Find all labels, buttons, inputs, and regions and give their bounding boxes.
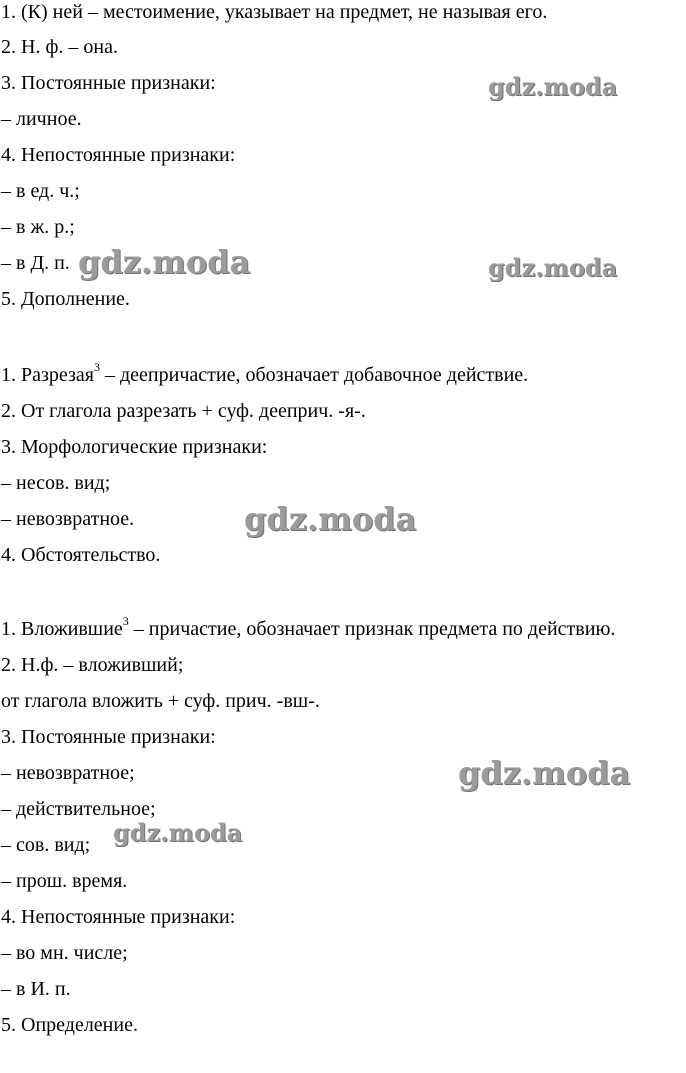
text-line: – в И. п. <box>1 978 71 1000</box>
text-line: – личное. <box>1 108 82 130</box>
text-line: 3. Постоянные признаки: <box>1 726 216 748</box>
text-line: – сов. вид; <box>1 834 91 856</box>
text-line: 5. Дополнение. <box>1 288 130 310</box>
superscript: 3 <box>122 614 129 629</box>
text-line <box>1 360 529 387</box>
text-line: – невозвратное. <box>1 508 135 530</box>
text-line: 5. Определение. <box>1 1014 138 1036</box>
text-line: – во мн. числе; <box>1 942 128 964</box>
watermark: gdz.moda <box>113 818 243 847</box>
text-segment: 1. Разрезая <box>1 364 94 386</box>
text-line: 4. Обстоятельство. <box>1 544 161 566</box>
text-line: – несов. вид; <box>1 472 111 494</box>
text-line: – в Д. п. <box>1 252 70 274</box>
watermark: gdz.moda <box>488 253 618 282</box>
text-line: от глагола вложить + суф. прич. -вш-. <box>1 690 320 712</box>
superscript: 3 <box>94 360 100 375</box>
text-line: 4. Непостоянные признаки: <box>1 906 236 928</box>
text-line: – прош. время. <box>1 870 128 892</box>
text-line: 2. Н.ф. – вложивший; <box>1 654 184 676</box>
text-line: 2. Н. ф. – она. <box>1 36 118 58</box>
text-segment: 1. Вложившие <box>1 618 123 640</box>
text-line: – действительное; <box>1 798 156 820</box>
watermark: gdz.moda <box>244 500 417 538</box>
text-line: 2. От глагола разрезать + суф. дееприч. -я-. <box>1 400 366 422</box>
text-line: 3. Постоянные признаки: <box>1 72 216 94</box>
text-line: 3. Морфологические признаки: <box>1 436 268 458</box>
text-line: – в ед. ч.; <box>1 180 80 202</box>
text-line: – невозвратное; <box>1 762 135 784</box>
text-line: 4. Непостоянные признаки: <box>1 144 236 166</box>
watermark: gdz.moda <box>458 754 631 792</box>
text-segment: – деепричастие, обозначает добавочное действие. <box>100 364 529 386</box>
text-segment: – причастие, обозначает признак предмета по действию. <box>128 618 616 640</box>
text-line: – в ж. р.; <box>1 216 75 238</box>
watermark: gdz.moda <box>78 243 251 281</box>
watermark: gdz.moda <box>488 72 618 101</box>
text-line <box>1 614 616 641</box>
text-line: 1. (К) ней – местоимение, указывает на предмет, не называя его. <box>1 1 548 23</box>
